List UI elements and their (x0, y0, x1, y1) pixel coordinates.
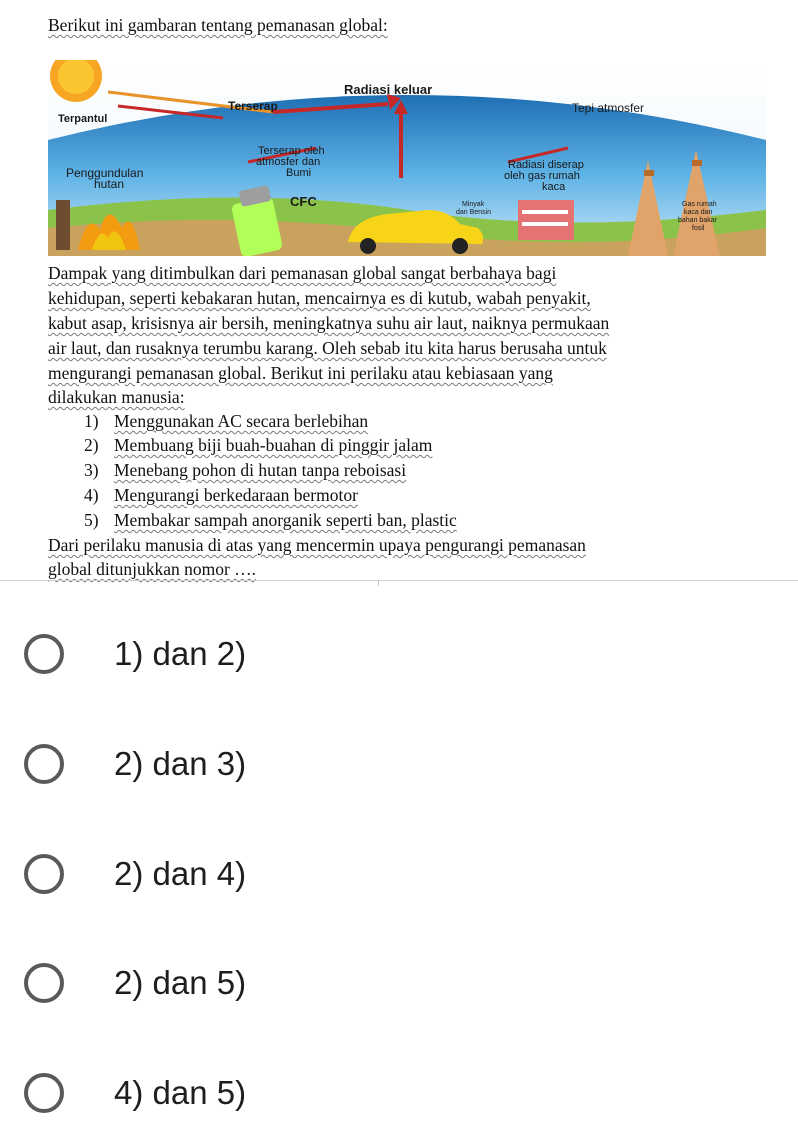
paragraph-line: air laut, dan rusaknya terumbu karang. Oleh sebab itu kita harus berusaha untuk (48, 338, 607, 358)
paragraph-line: kehidupan, seperti kebakaran hutan, mencairnya es di kutub, wabah penyakit, (48, 288, 591, 308)
option-label: 4) dan 5) (114, 1074, 247, 1111)
list-item: 1) Menggunakan AC secara berlebihan (84, 411, 369, 431)
option-5[interactable] (24, 1058, 724, 1128)
divider-tick (378, 580, 379, 586)
label-terserap-oleh-1: Terserap oleh (258, 145, 325, 157)
paragraph-line: mengurangi pemanasan global. Berikut ini perilaku atau kebiasaan yang (48, 363, 553, 383)
question-intro: Berikut ini gambaran tentang pemanasan global: (48, 15, 388, 35)
option-label: 2) dan 3) (114, 745, 247, 782)
global-warming-diagram (48, 60, 766, 256)
paragraph-line: kabut asap, krisisnya air bersih, meningkatnya suhu air laut, naiknya permukaan (48, 313, 610, 333)
option-4[interactable] (24, 948, 724, 1018)
label-cfc: CFC (290, 194, 317, 209)
label-terpantul: Terpantul (58, 113, 108, 125)
option-1[interactable] (24, 619, 724, 689)
radio-button[interactable] (24, 1073, 64, 1113)
label-minyak-1: Minyak (462, 201, 485, 208)
list-item: 3) Menebang pohon di hutan tanpa reboisasi (84, 460, 407, 480)
label-tepi-atmosfer: Tepi atmosfer (572, 101, 645, 115)
list-item: 2) Membuang biji buah-buahan di pinggir jalam (84, 435, 433, 455)
label-gas-3: bahan bakar (678, 217, 717, 224)
closing-line: Dari perilaku manusia di atas yang mencermin upaya pengurangi pemanasan (48, 535, 586, 555)
closing-line: global ditunjukkan nomor …. (48, 559, 257, 579)
radio-button[interactable] (24, 634, 64, 674)
option-label: 2) dan 4) (114, 855, 247, 892)
label-radiasi-keluar: Radiasi keluar (344, 82, 433, 97)
label-gas-4: fosil (692, 225, 705, 232)
paragraph-line: Dampak yang ditimbulkan dari pemanasan global sangat berbahaya bagi (48, 263, 557, 283)
diagram-illustration (48, 60, 766, 256)
option-label: 1) dan 2) (114, 635, 247, 672)
label-radiasi-diserap-2: oleh gas rumah (504, 170, 580, 182)
label-penggundulan-1: Penggundulan (66, 166, 144, 180)
label-terserap: Terserap (228, 99, 278, 113)
option-label: 2) dan 5) (114, 964, 247, 1001)
label-terserap-oleh-2: atmosfer dan (256, 156, 321, 168)
label-gas-2: kaca dan (684, 209, 713, 216)
radio-button[interactable] (24, 744, 64, 784)
label-radiasi-diserap-3: kaca (542, 181, 566, 193)
list-item: 5) Membakar sampah anorganik seperti ban, plastic (84, 510, 457, 530)
label-radiasi-diserap-1: Radiasi diserap (508, 159, 584, 171)
house-icon (518, 200, 574, 240)
radio-button[interactable] (24, 963, 64, 1003)
label-terserap-oleh-3: Bumi (286, 167, 312, 179)
divider (0, 580, 798, 581)
paragraph-line: dilakukan manusia: (48, 387, 185, 407)
list-item: 4) Mengurangi berkedaraan bermotor (84, 485, 358, 505)
label-gas-1: Gas rumah (682, 201, 717, 208)
option-3[interactable] (24, 839, 724, 909)
label-minyak-2: dan Bensin (456, 209, 492, 216)
label-penggundulan-2: hutan (94, 177, 125, 191)
option-2[interactable] (24, 729, 724, 799)
radio-button[interactable] (24, 854, 64, 894)
